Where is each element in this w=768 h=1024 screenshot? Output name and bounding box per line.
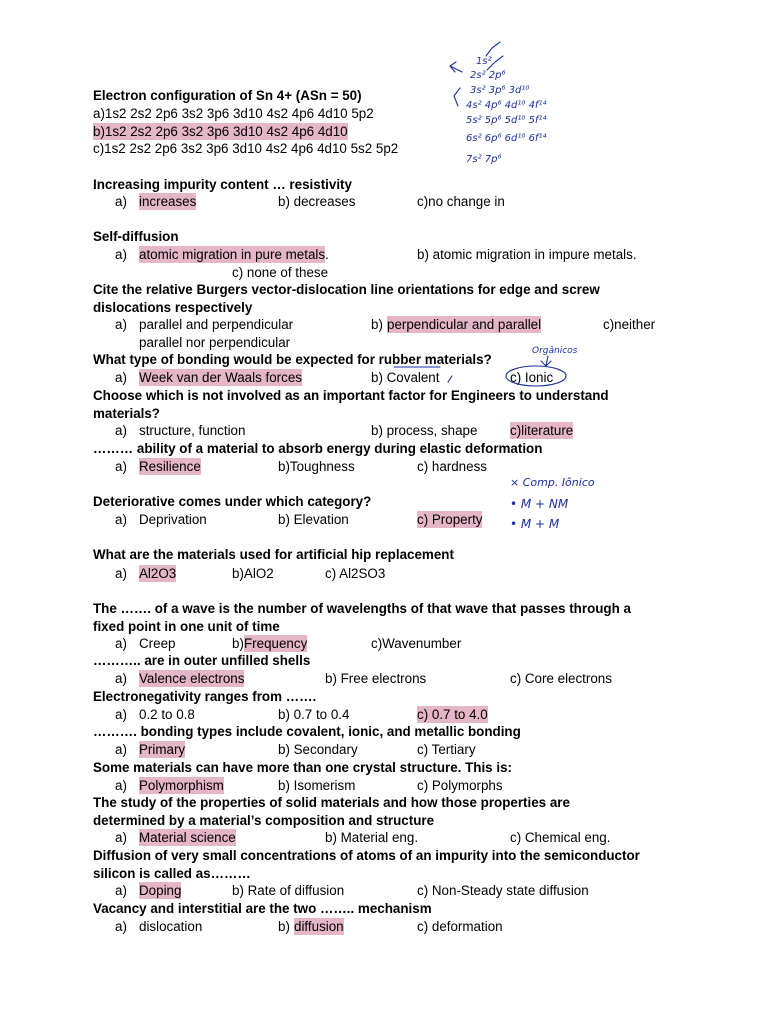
config-note-line: 1s² <box>476 56 492 67</box>
question-text: ……….. are in outer unfilled shells <box>93 653 311 668</box>
answer-option: b)AlO2 <box>232 566 274 581</box>
highlighted-answer: perpendicular and parallel <box>387 317 542 332</box>
option-letter: a) <box>115 671 127 686</box>
question-text: fixed point in one unit of time <box>93 618 280 634</box>
option-letter: a) <box>115 707 127 722</box>
arrow-mark <box>450 62 462 72</box>
highlighted-answer: b)1s2 2s2 2p6 3s2 3p6 3d10 4s2 4p6 4d10 <box>93 124 348 139</box>
highlighted-answer: Al2O3 <box>139 566 177 581</box>
answer-option: 0.2 to 0.8 <box>139 707 195 722</box>
answer-option: dislocation <box>139 919 203 934</box>
question-text: Choose which is not involved as an important factor for Engineers to understand <box>93 388 609 403</box>
question-text: What are the materials used for artificial hip replacement <box>93 547 454 562</box>
answer-option: b) Elevation <box>278 512 349 527</box>
answer-option: parallel nor perpendicular <box>139 335 291 350</box>
option-letter: a) <box>115 566 127 581</box>
highlighted-answer: Polymorphism <box>139 778 224 793</box>
answer-option: Deprivation <box>139 512 207 527</box>
answer-option: b)Toughness <box>278 459 355 474</box>
highlighted-answer: Material science <box>139 830 236 845</box>
question-text: Cite the relative Burgers vector-dislocation line orientations for edge and screw <box>93 282 600 297</box>
highlighted-answer: Resilience <box>139 459 201 474</box>
answer-option: b) process, shape <box>371 423 478 438</box>
answer-option: b) <box>232 636 244 651</box>
answer-option: structure, function <box>139 423 246 438</box>
covalent-tick <box>448 376 452 382</box>
highlighted-answer: Doping <box>139 883 182 898</box>
answer-option: c) Core electrons <box>510 671 612 686</box>
question-text: The ……. of a wave is the number of wavelengths of that wave that passes through a <box>93 601 631 616</box>
question-text: What type of bonding would be expected for rubber materials? <box>93 352 492 367</box>
question-text: ………. bonding types include covalent, ionic, and metallic bonding <box>93 724 521 739</box>
option-letter: a) <box>115 370 127 385</box>
answer-option: c) none of these <box>232 265 329 280</box>
answer-option: c) hardness <box>417 459 487 474</box>
answer-option: b) Free electrons <box>325 671 427 686</box>
option-letter: a) <box>115 830 127 845</box>
answer-option: b) Rate of diffusion <box>232 883 345 898</box>
option-suffix: . <box>325 247 329 262</box>
answer-option: c) Non-Steady state diffusion <box>417 883 589 898</box>
question-text: Deteriorative comes under which category? <box>93 494 372 509</box>
config-note-line: 2s² 2p⁶ <box>470 70 506 81</box>
config-note-line: 3s² 3p⁶ 3d¹⁰ <box>470 85 530 96</box>
option-letter: a) <box>115 512 127 527</box>
answer-option: b) Material eng. <box>325 830 419 845</box>
question-text: The study of the properties of solid materials and how those properties are <box>93 795 570 810</box>
answer-option: b) <box>371 317 383 332</box>
option-letter: a) <box>115 742 127 757</box>
config-notes <box>450 42 546 165</box>
option-letter: a) <box>115 317 127 332</box>
answer-option: Creep <box>139 636 176 651</box>
question-text: Self-diffusion <box>93 229 179 244</box>
ionic-circle <box>506 366 566 386</box>
highlighted-answer: increases <box>139 194 197 209</box>
question-text: materials? <box>93 405 160 421</box>
question-text: Electronegativity ranges from ……. <box>93 689 317 704</box>
answer-option: b) Isomerism <box>278 778 356 793</box>
option-letter: a) <box>115 778 127 793</box>
bonding-note: • M + NM <box>510 497 569 511</box>
option-letter: a) <box>115 423 127 438</box>
config-note-line: 6s² 6p⁶ 6d¹⁰ 6f¹⁴ <box>466 133 547 144</box>
question-text: Increasing impurity content … resistivity <box>93 177 352 192</box>
answer-option: c) Polymorphs <box>417 778 503 793</box>
option-letter: a) <box>115 459 127 474</box>
config-note-line: 4s² 4p⁶ 4d¹⁰ 4f¹⁴ <box>466 100 547 111</box>
highlighted-answer: diffusion <box>294 919 344 934</box>
answer-option: c)no change in <box>417 194 505 209</box>
answer-option: b) Secondary <box>278 742 358 757</box>
highlighted-answer: c)literature <box>510 423 574 438</box>
option-letter: a) <box>115 194 127 209</box>
bonding-note: × Comp. Iônico <box>510 476 595 489</box>
answer-option: c)Wavenumber <box>371 636 462 651</box>
highlighted-answer: c) Property <box>417 512 483 527</box>
bracket-mark <box>454 88 460 106</box>
question-text: determined by a material’s composition and structure <box>93 812 435 828</box>
highlighted-answer: atomic migration in pure metals <box>139 247 326 262</box>
answer-option: c) Al2SO3 <box>325 566 386 581</box>
question-text: Vacancy and interstitial are the two …….. mechanism <box>93 901 432 916</box>
organicos-text: Orgânicos <box>532 346 578 356</box>
question-text: Diffusion of very small concentrations of atoms of an impurity into the semiconductor <box>93 848 640 863</box>
answer-option: a)1s2 2s2 2p6 3s2 3p6 3d10 4s2 4p6 4d10 5p2 <box>93 106 374 121</box>
answer-option: b) 0.7 to 0.4 <box>278 707 350 722</box>
answer-option: c) Tertiary <box>417 742 476 757</box>
highlighted-answer: Primary <box>139 742 186 757</box>
answer-option: c)neither <box>603 317 656 332</box>
check-mark <box>486 42 500 56</box>
answer-option: c) deformation <box>417 919 503 934</box>
option-letter: a) <box>115 919 127 934</box>
answer-option: b) atomic migration in impure metals. <box>417 247 637 262</box>
highlighted-answer: Frequency <box>244 636 308 651</box>
bonding-note: • M + M <box>510 517 560 531</box>
bonding-notes <box>510 476 595 531</box>
answer-option: parallel and perpendicular <box>139 317 294 332</box>
answer-option: b) decreases <box>278 194 356 209</box>
organicos-note <box>394 346 578 386</box>
question-text: dislocations respectively <box>93 299 253 315</box>
answer-option: b) Covalent <box>371 370 440 385</box>
highlighted-answer: Valence electrons <box>139 671 245 686</box>
config-note-line: 5s² 5p⁶ 5d¹⁰ 5f¹⁴ <box>466 115 547 126</box>
question-text: Electron configuration of Sn 4+ (ASn = 50) <box>93 88 362 103</box>
highlighted-answer: Week van der Waals forces <box>139 370 302 385</box>
option-letter: a) <box>115 883 127 898</box>
answer-option: c) Ionic <box>510 370 554 385</box>
config-note-line: 7s² 7p⁶ <box>466 154 502 165</box>
option-letter: a) <box>115 636 127 651</box>
highlighted-answer: c) 0.7 to 4.0 <box>417 707 488 722</box>
organicos-arrow <box>541 356 551 366</box>
question-text: silicon is called as……… <box>93 865 251 881</box>
answer-option: c) Chemical eng. <box>510 830 611 845</box>
answer-option: b) <box>278 919 290 934</box>
answer-option: c)1s2 2s2 2p6 3s2 3p6 3d10 4s2 4p6 4d10 5s2 5p2 <box>93 141 399 156</box>
option-letter: a) <box>115 247 127 262</box>
question-text: Some materials can have more than one crystal structure. This is: <box>93 760 512 775</box>
question-text: ……… ability of a material to absorb energy during elastic deformation <box>93 441 543 456</box>
